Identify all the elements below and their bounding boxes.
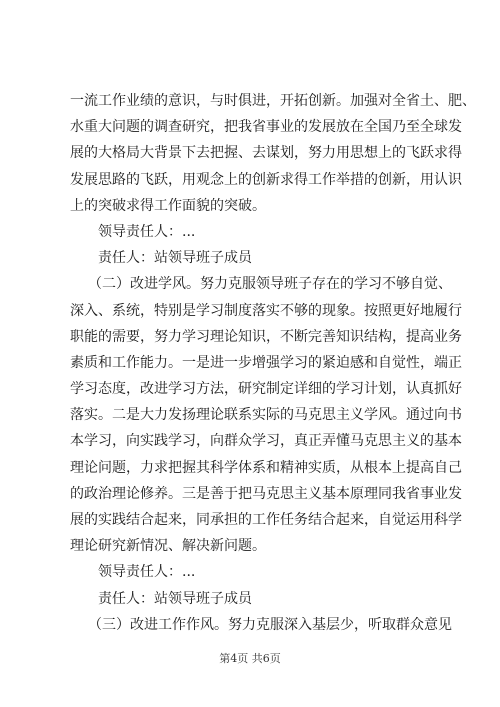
text-line: 理论研究新情况、解决新问题。 — [70, 538, 266, 555]
text-line: 的政治理论修养。三是善于把马克思主义基本原理同我省事业发 — [70, 485, 462, 502]
text-line: 上的突破求得工作面貌的突破。 — [70, 197, 266, 214]
responsible-line: 责任人：站领导班子成员 — [98, 590, 252, 607]
text-line: 职能的需要，努力学习理论知识，不断完善知识结构，提高业务 — [70, 328, 462, 345]
section-heading-line: （二）改进学风。努力克服领导班子存在的学习不够自觉、 — [88, 276, 452, 293]
text-line: 本学习，向实践学习，向群众学习，真正弄懂马克思主义的基本 — [70, 433, 462, 450]
text-line: 落实。二是大力发扬理论联系实际的马克思主义学风。通过向书 — [70, 407, 462, 424]
document-body — [70, 88, 476, 638]
text-line: 展的实践结合起来，同承担的工作任务结合起来，自觉运用科学 — [70, 512, 462, 528]
text-line: 学习态度，改进学习方法，研究制定详细的学习计划，认真抓好 — [70, 381, 462, 398]
lead-responsible-line: 领导责任人：... — [98, 223, 196, 240]
text-line: 发展思路的飞跃，用观念上的创新求得工作举措的创新，用认识 — [70, 171, 462, 188]
text-line: 一流工作业绩的意识，与时俱进，开拓创新。加强对全省土、肥、 — [70, 93, 476, 109]
lead-responsible-line: 领导责任人：... — [98, 564, 196, 581]
text-line: 素质和工作能力。一是进一步增强学习的紧迫感和自觉性，端正 — [70, 354, 462, 371]
responsible-line: 责任人：站领导班子成员 — [98, 250, 252, 267]
text-line: 展的大格局大背景下去把握、去谋划，努力用思想上的飞跃求得 — [70, 145, 462, 162]
section-heading-line: （三）改进工作作风。努力克服深入基层少，听取群众意见 — [88, 616, 452, 633]
text-line: 理论问题，力求把握其科学体系和精神实质，从根本上提高自己 — [70, 459, 462, 476]
text-line: 水重大问题的调查研究，把我省事业的发展放在全国乃至全球发 — [70, 119, 462, 136]
page-number: 第4页 共6页 — [219, 652, 281, 665]
text-line: 深入、系统，特别是学习制度落实不够的现象。按照更好地履行 — [70, 302, 462, 319]
